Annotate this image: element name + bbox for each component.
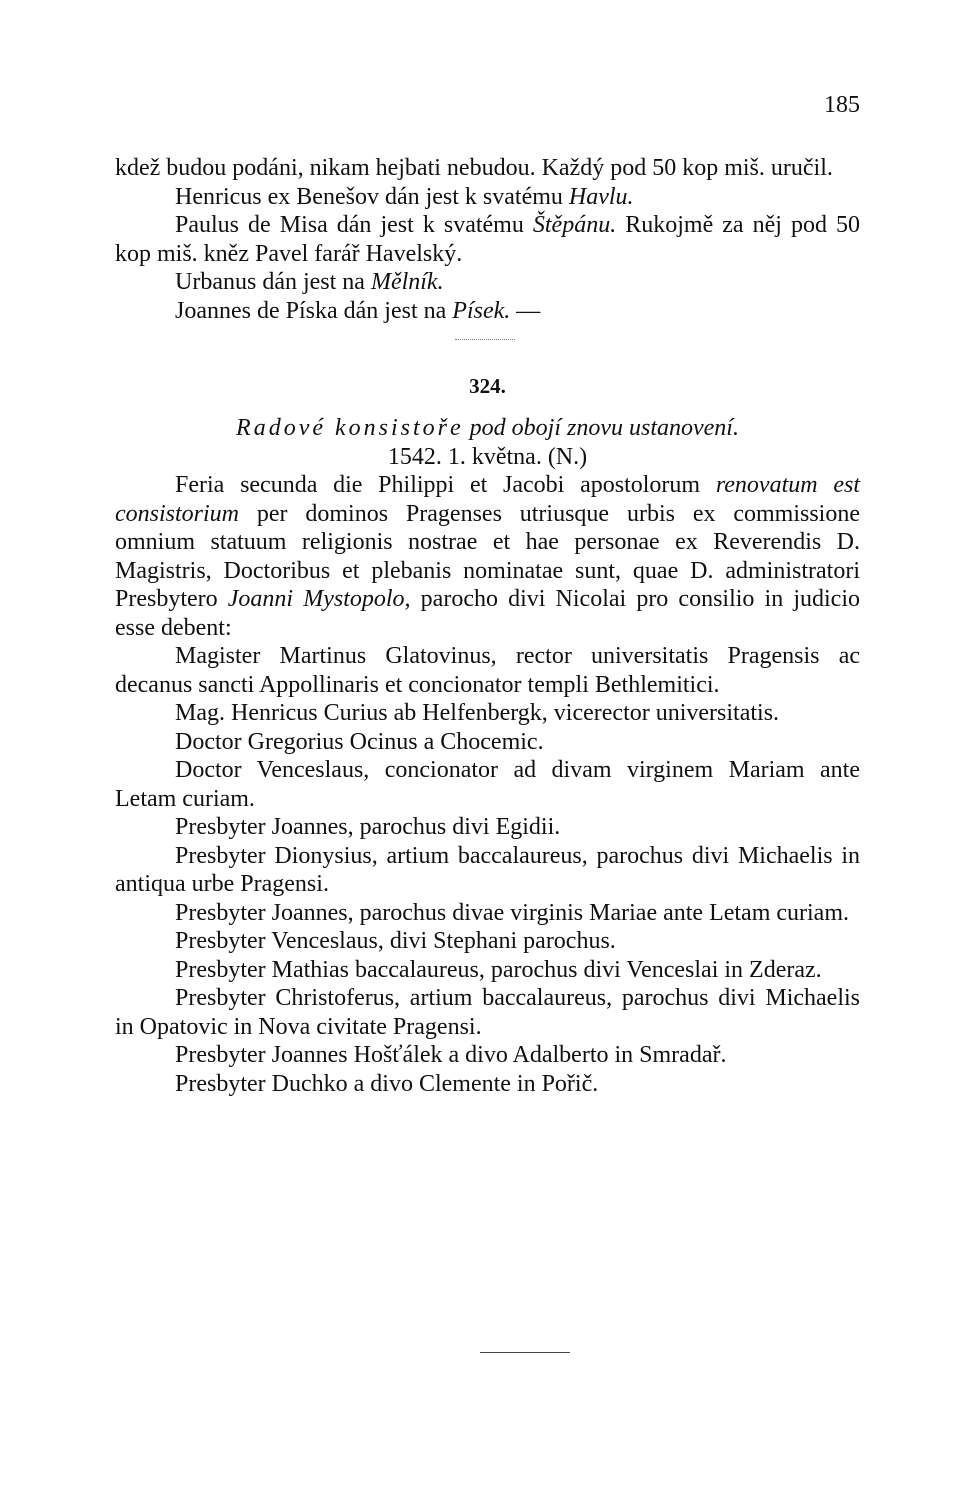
text-run: Feria secunda die Philippi et Jacobi apostolorum <box>175 472 716 498</box>
paragraph-henricus <box>115 183 860 212</box>
heading-spaced-part: Radové konsistoře <box>236 415 464 441</box>
text-run: — <box>510 297 541 324</box>
text-run: Presbyter Mathias baccalaureus, parochus divi Venceslai in Zderaz. <box>175 956 822 983</box>
paragraph-glatovinus <box>115 642 860 699</box>
paragraph-joannes-piska <box>115 297 860 326</box>
paragraph-ocinus <box>115 728 860 757</box>
document-body <box>115 154 860 1098</box>
text-run: Doctor Venceslaus, concionator ad divam virginem Mariam ante Letam curiam. <box>115 757 860 812</box>
text-run: Urbanus dán jest na <box>175 269 371 295</box>
document-heading <box>115 414 860 443</box>
text-run: Paulus de Misa dán jest k svatému <box>175 212 533 238</box>
text-run: Presbyter Joannes, parochus divi Egidii. <box>175 814 561 840</box>
paragraph-duchko <box>115 1070 860 1099</box>
paragraph-dionysius <box>115 842 860 899</box>
text-run: Mag. Henricus Curius ab Helfenbergk, vicerector universitatis. <box>175 700 780 726</box>
text-run: parocho divi Nicolai pro consilio in judicio esse debent: <box>115 586 860 641</box>
paragraph-hostalek <box>115 1041 860 1070</box>
paragraph-paulus <box>115 211 860 268</box>
paragraph-joannes-mariae <box>115 899 860 928</box>
text-run: Magister Martinus Glatovinus, rector universitatis Pragensis ac decanus sancti Appollinaris et concionator templi Bethlemitici. <box>115 643 860 698</box>
paragraph-urbanus <box>115 268 860 297</box>
text-run: Presbyter Dionysius, artium baccalaureus, parochus divi Michaelis in antiqua urbe Pragensi. <box>115 842 860 897</box>
italic-text: Havlu. <box>568 183 634 210</box>
footer-rule <box>480 1352 570 1353</box>
text-run: Presbyter Joannes Hošťálek a divo Adalberto in Smradař. <box>175 1042 727 1068</box>
paragraph-christoferus <box>115 984 860 1041</box>
italic-text: Mělník. <box>370 269 444 295</box>
paragraph-venceslaus-doctor <box>115 756 860 813</box>
text-run: Presbyter Venceslaus, divi Stephani parochus. <box>175 928 616 954</box>
text-run: Doctor Gregorius Ocinus a Chocemic. <box>175 728 544 755</box>
paragraph-kdez <box>115 154 860 183</box>
separator-dots <box>115 325 860 354</box>
document-number: 324. <box>469 373 506 398</box>
paragraph-feria <box>115 471 860 642</box>
document-date: 1542. 1. května. (N.) <box>387 443 588 470</box>
preceding-entries <box>115 154 860 325</box>
page-number: 185 <box>824 92 860 118</box>
paragraph-mathias <box>115 956 860 985</box>
paragraph-venceslaus-stephani <box>115 927 860 956</box>
text-run: kdež budou podáni, nikam hejbati nebudou. Každý pod 50 kop miš. uručil. <box>115 155 833 181</box>
italic-text: Joanni Mystopolo, <box>227 586 411 612</box>
text-run: per dominos Pragenses utriusque urbis ex commissione omnium statuum religionis nostrae et hae personae ex Reverendis D. Magistris, Doctoribus et plebanis nominatae sunt, quae D. administratori Presbytero <box>115 500 860 612</box>
text-run: Presbyter Duchko a divo Clemente in Pořič. <box>175 1070 599 1097</box>
text-run: Presbyter Christoferus, artium baccalaureus, parochus divi Michaelis in Opatovic in Nova civitate Pragensi. <box>115 985 860 1040</box>
heading-rest: pod obojí znovu ustanovení. <box>463 415 739 441</box>
italic-text: Štěpánu. <box>532 212 617 238</box>
paragraph-joannes-egidii <box>115 813 860 842</box>
italic-text: Písek. <box>452 297 511 324</box>
document-entries <box>115 471 860 1098</box>
text-run: Rukojmě za něj pod 50 kop miš. kněz Pavel farář Havelský. <box>115 212 860 267</box>
text-run: Presbyter Joannes, parochus divae virginis Mariae ante Letam curiam. <box>175 899 850 926</box>
paragraph-curius <box>115 699 860 728</box>
text-run: Joannes de Píska dán jest na <box>175 297 453 324</box>
italic-text: renovatum est consistorium <box>115 472 860 527</box>
text-run: Henricus ex Benešov dán jest k svatému <box>175 183 569 210</box>
